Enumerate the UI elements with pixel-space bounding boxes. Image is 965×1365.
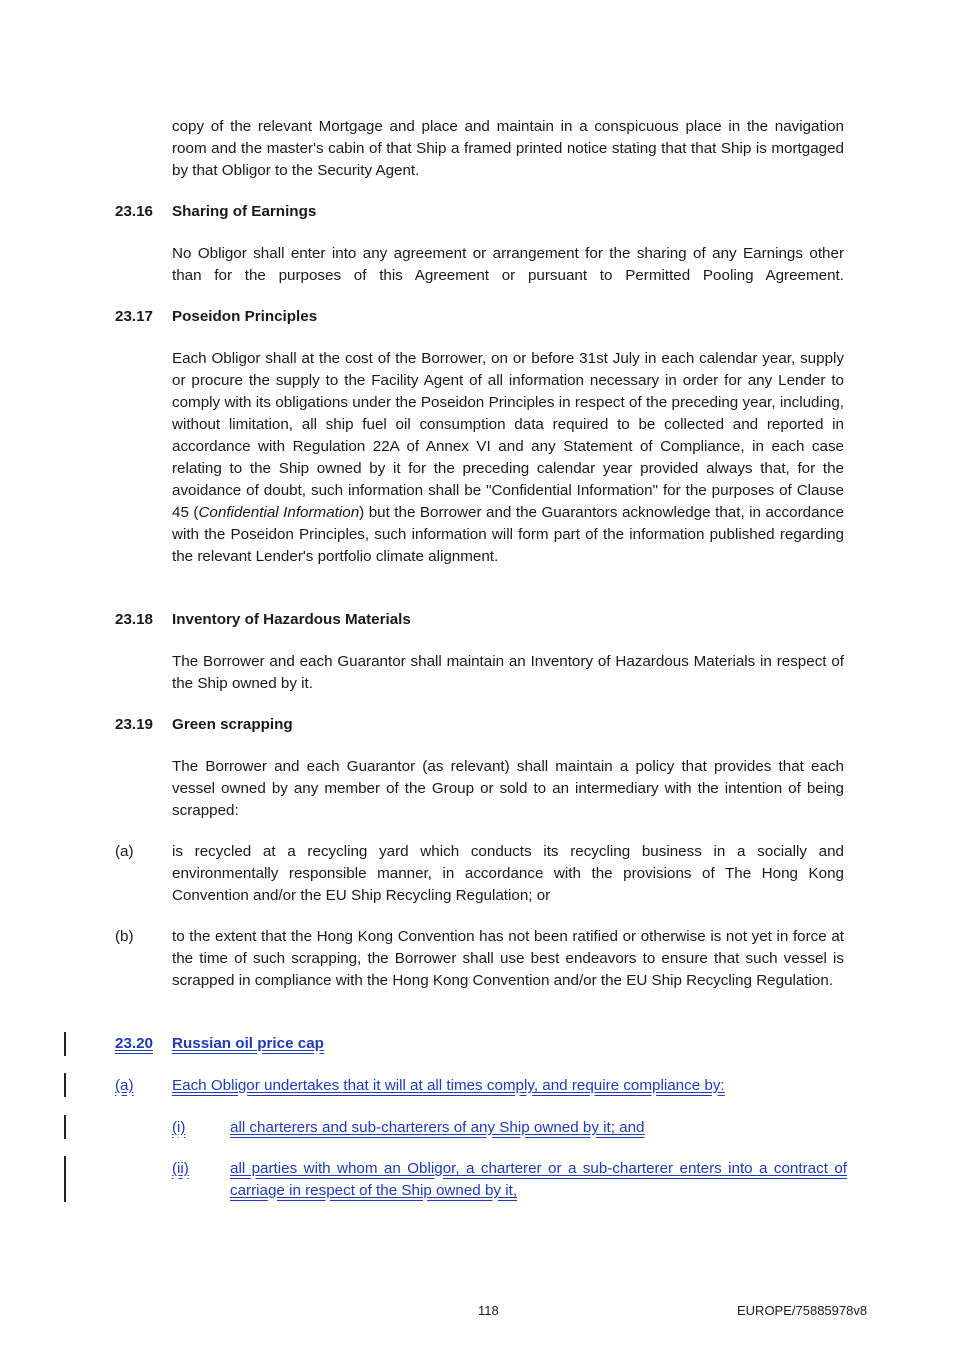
- clause-23-17-italic: Confidential Information: [198, 504, 360, 521]
- intro-paragraph: copy of the relevant Mortgage and place and maintain in a conspicuous place in the navigation room and the master's cabin of that Ship a framed printed notice stating that that Ship is mortgaged by that Obligor to the Security Agent.: [172, 118, 844, 179]
- clause-23-16-heading: Sharing of Earnings: [172, 203, 317, 220]
- change-bar: [64, 1115, 66, 1139]
- clause-23-19-number: 23.19: [115, 716, 154, 733]
- clause-23-17-text-a: Each Obligor shall at the cost of the Borrower, on or before 31st July in each calendar year, supply or procure the supply to the Facility Agent of all information necessary in order for any Lender to comply with its obligations under the Poseidon Principles in respect of the preceding year, including, without limitation, all ship fuel oil consumption data required to be collected and reported in accordance with Regulation 22A of Annex VI and any Statement of Compliance, in each case relating to the Ship owned by it for the preceding calendar year provided always that, for the avoidance of doubt, such information shall be "Confidential Information" for the purposes of Clause 45 (: [172, 350, 844, 521]
- clause-23-17-text: [172, 348, 844, 568]
- clause-23-19-b-text: to the extent that the Hong Kong Convention has not been ratified or otherwise is not yet in force at the time of such scrapping, the Borrower shall use best endeavors to ensure that such vessel is scrapped in compliance with the Hong Kong Convention and/or the EU Ship Recycling Regulation.: [172, 928, 844, 989]
- clause-23-18-text: The Borrower and each Guarantor shall maintain an Inventory of Hazardous Materials in respect of the Ship owned by it.: [172, 653, 844, 692]
- clause-23-17-number: 23.17: [115, 308, 154, 325]
- clause-23-20-ii-label: (ii): [172, 1160, 189, 1177]
- clause-23-20-heading: Russian oil price cap: [172, 1035, 324, 1052]
- clause-23-19-heading: Green scrapping: [172, 716, 293, 733]
- clause-23-16-number: 23.16: [115, 203, 154, 220]
- clause-23-20-a-text: Each Obligor undertakes that it will at all times comply, and require compliance by:: [172, 1077, 725, 1094]
- change-bar: [64, 1032, 66, 1056]
- clause-23-20-i-text: all charterers and sub-charterers of any Ship owned by it; and: [230, 1119, 645, 1136]
- clause-23-20-number: 23.20: [115, 1035, 154, 1052]
- change-bar: [64, 1156, 66, 1202]
- change-bar: [64, 1073, 66, 1097]
- clause-23-17-heading: Poseidon Principles: [172, 308, 318, 325]
- clause-23-17-text-b: ) but the Borrower and the Guarantors acknowledge that, in accordance with the Poseidon Principles, such information will form part of the information published regarding the relevant Lender's portfolio climate alignment.: [172, 504, 845, 565]
- clause-23-19-a-text: is recycled at a recycling yard which conducts its recycling business in a socially and environmentally responsible manner, in accordance with the provisions of The Hong Kong Convention and/or the EU Ship Recycling Regulation; or: [172, 843, 844, 904]
- clause-23-19-text: The Borrower and each Guarantor (as relevant) shall maintain a policy that provides that each vessel owned by any member of the Group or sold to an intermediary with the intention of being scrapped:: [172, 758, 844, 819]
- clause-23-20-ii-text: all parties with whom an Obligor, a charterer or a sub-charterer enters into a contract of carriage in respect of the Ship owned by it,: [230, 1160, 847, 1199]
- clause-23-18-heading: Inventory of Hazardous Materials: [172, 611, 411, 628]
- clause-23-19-b-label: (b): [115, 928, 134, 945]
- clause-23-20-i-label: (i): [172, 1119, 186, 1136]
- clause-23-18-number: 23.18: [115, 611, 154, 628]
- clause-23-20-a-label: (a): [115, 1077, 134, 1094]
- document-reference: EUROPE/75885978v8: [737, 1303, 868, 1318]
- clause-23-19-a-label: (a): [115, 843, 134, 860]
- clause-23-16-text: No Obligor shall enter into any agreement or arrangement for the sharing of any Earnings other than for the purposes of this Agreement or pursuant to Permitted Pooling Agreement.: [172, 245, 844, 284]
- page-number: 118: [478, 1303, 499, 1318]
